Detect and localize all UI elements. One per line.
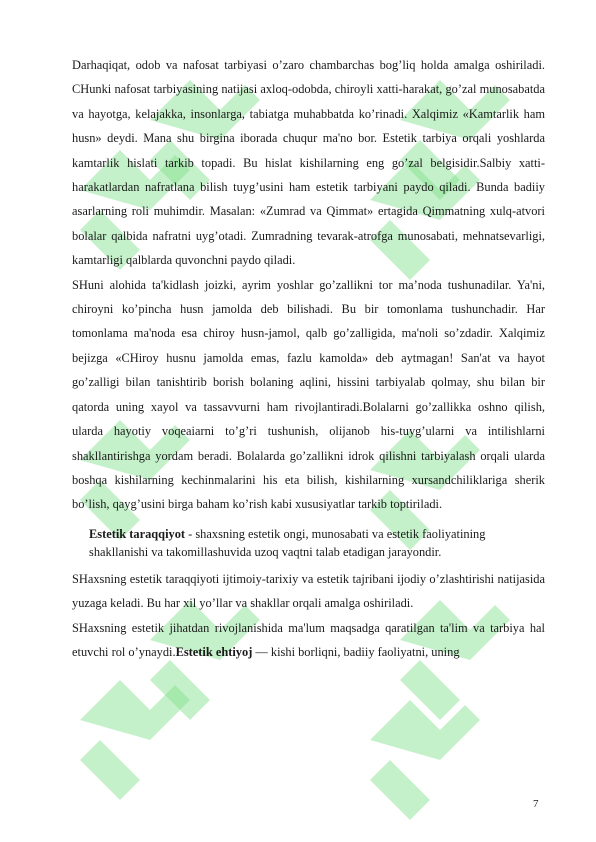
watermark-shape [370,700,480,760]
watermark-shape [400,660,460,720]
inline-term-aesthetic-need: Estetik ehtiyoj [175,644,253,659]
paragraph-education-end: — kishi borliqni, badiiy faoliyatni, uning [252,644,460,659]
document-body [72,53,545,664]
watermark-shape [370,760,430,820]
paragraph-beauty: SHuni alohida ta'kidlash joizki, ayrim yoshlar go’zallikni tor ma’noda tushunadilar. Ya'ni, chiroyni ko’pincha husn jamolda deb bilishadi. Bu bir tomonlama tushunchadir. Har tomonlama ma'noda esa chiroy husn-jamol, qalb go’zalligida, ma'noli so’zdadir. Xalqimiz bejizga «CHiroy husnu jamolda emas, fazlu kamolda» deb aytmagan! San'at va hayot go’zalligi bilan tanishtirib borish bolaning aqlini, hissini tarbiyalab qolmay, shu bilan bir qatorda uning xayol va tassavvurni ham rivojlantiradi.Bolalarni go’zallikka oshno qilish, ularda hayotiy voqeaiarni to’g’ri tushunish, olijanob his-tuyg’ularni va intilishlarni shakllantirishga yordam beradi. Bolalarda go’zallikni idrok qilishni tarbiyalash orqali ularda boshqa kishilarning kechinmalarini his eta bilish, kishilarning xursandchiliklariga sherik bo’lish, qayg’usini birga baham ko’rish kabi xususiyatlar tarkib toptiriladi. [72,277,545,512]
watermark-logo-bottom-right [370,700,480,820]
paragraph-education-role [72,616,545,665]
watermark-logo-bottom-left [80,680,190,800]
watermark-shape [80,740,140,800]
paragraph-education-start: SHaxsning estetik jihatdan rivojlanishida ma'lum maqsadga qaratilgan ta'lim va tarbiya hal etuvchi rol o’ynaydi. [72,620,545,659]
watermark-shape [150,660,210,720]
paragraph-modesty: Darhaqiqat, odob va nafosat tarbiyasi o’zaro chambarchas bog’liq holda amalga oshiriladi. CHunki nafosat tarbiyasining natijasi axloq-odobda, chiroyli xatti-harakat, go’zal munosabatda va hayotga, kelajakka, insonlarga, tabiatga muhabbatda ko’rinadi. Xalqimiz «Kamtarlik ham husn» deydi. Mana shu birgina iborada chuqur ma'no bor. Estetik tarbiya orqali yoshlarda kamtarlik hislati tarkib topadi. Bu hislat kishilarning eng go’zal belgisidir.Salbiy xatti-harakatlardan nafratlana bilish tuyg’usini ham estetik tarbiyani paydo qiladi. Bunda badiiy asarlarning roli muhimdir. Masalan: «Zumrad va Qimmat» ertagida Qimmatning xulq-atvori bolalar qalbida nafratni uyg’otadi. Zumradning tevarak-atrofga munosabati, mehnatsevarligi, kamtarligi qalblarda quvonchni paydo qiladi. [72,58,545,268]
page-number: 7 [533,798,539,810]
definition-aesthetic-development [89,525,509,561]
paragraph-personal-development: SHaxsning estetik taraqqiyoti ijtimoiy-tarixiy va estetik tajribani ijodiy o’zlashtirishi natijasida yuzaga keladi. Bu har xil yo’llar va shakllar orqali amalga oshiriladi. [72,571,545,611]
watermark-shape [80,680,190,740]
definition-term: Estetik taraqqiyot [89,526,186,541]
definition-text: - shaxsning estetik ongi, munosabati va estetik faoliyatining shakllanishi va takomillashuvida uzoq vaqtni talab etadigan jarayondir. [89,526,486,559]
